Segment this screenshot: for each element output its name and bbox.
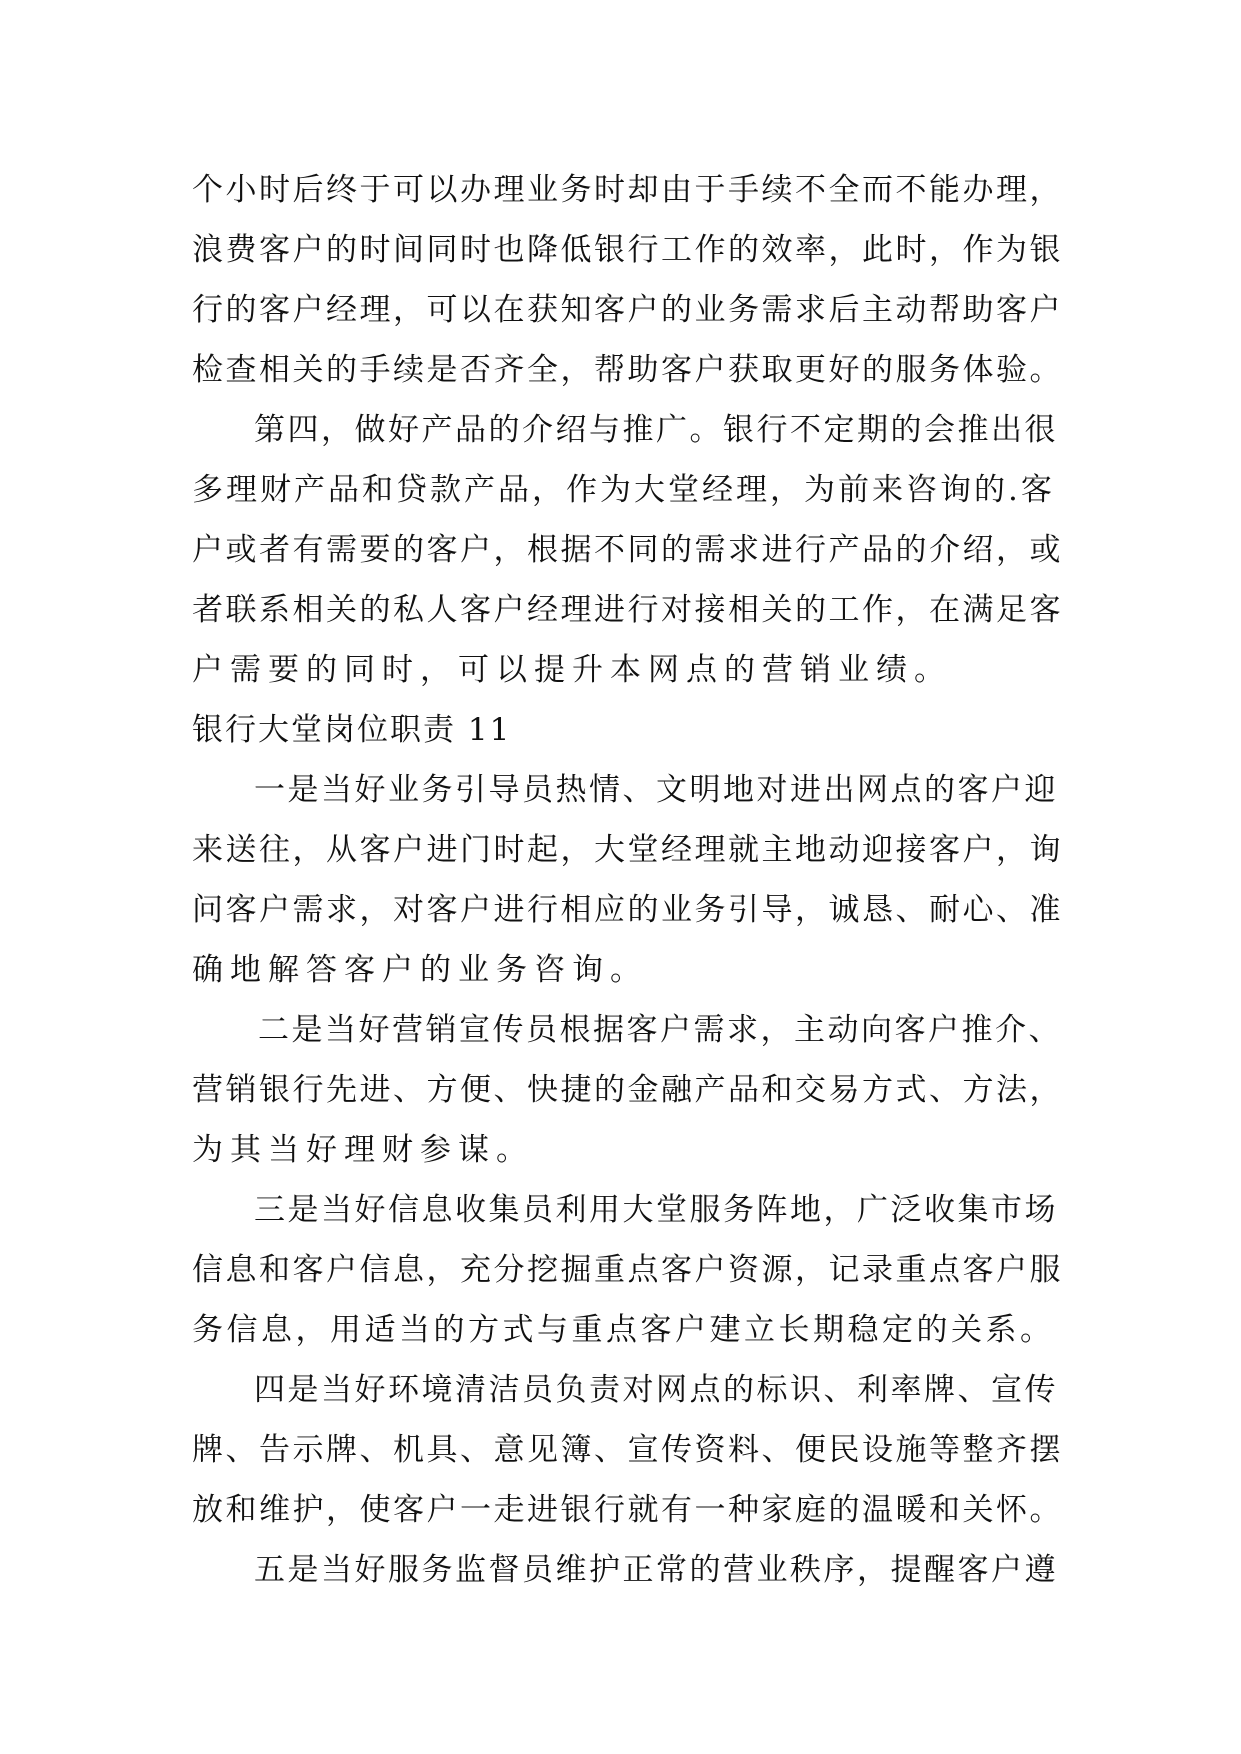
text-line: 户或者有需要的客户，根据不同的需求进行产品的介绍，或	[192, 532, 1063, 568]
text-line: 务信息，用适当的方式与重点客户建立长期稳定的关系。	[192, 1312, 1055, 1348]
text-line: 牌、告示牌、机具、意见簿、宣传资料、便民设施等整齐摆	[192, 1432, 1063, 1468]
text-line: 信息和客户信息，充分挖掘重点客户资源，记录重点客户服	[192, 1252, 1063, 1288]
text-line: 营销银行先进、方便、快捷的金融产品和交易方式、方法，	[192, 1072, 1063, 1108]
text-line: 多理财产品和贷款产品，作为大堂经理，为前来咨询的.客	[192, 472, 1055, 508]
text-line: 确地解答客户的业务咨询。	[192, 952, 648, 988]
text-line: 检查相关的手续是否齐全，帮助客户获取更好的服务体验。	[192, 352, 1063, 388]
text-line: 问客户需求，对客户进行相应的业务引导，诚恳、耐心、准	[192, 892, 1063, 928]
text-line: 放和维护，使客户一走进银行就有一种家庭的温暖和关怀。	[192, 1492, 1063, 1528]
text-line: 来送往，从客户进门时起，大堂经理就主地动迎接客户，询	[192, 832, 1063, 868]
section-heading: 银行大堂岗位职责 11	[192, 712, 512, 748]
paragraph-start-line: 五是当好服务监督员维护正常的营业秩序，提醒客户遵	[254, 1552, 1058, 1588]
text-line: 为其当好理财参谋。	[192, 1132, 534, 1168]
text-line: 户需要的同时，可以提升本网点的营销业绩。	[192, 652, 952, 688]
paragraph-start-line: 第四，做好产品的介绍与推广。银行不定期的会推出很	[254, 412, 1058, 448]
paragraph-start-line: 二是当好营销宣传员根据客户需求，主动向客户推介、	[258, 1012, 1062, 1048]
paragraph-start-line: 三是当好信息收集员利用大堂服务阵地，广泛收集市场	[254, 1192, 1058, 1228]
text-line: 者联系相关的私人客户经理进行对接相关的工作，在满足客	[192, 592, 1063, 628]
text-line: 行的客户经理，可以在获知客户的业务需求后主动帮助客户	[192, 292, 1063, 328]
text-line: 浪费客户的时间同时也降低银行工作的效率，此时，作为银	[192, 232, 1063, 268]
text-line: 个小时后终于可以办理业务时却由于手续不全而不能办理，	[192, 172, 1063, 208]
paragraph-start-line: 四是当好环境清洁员负责对网点的标识、利率牌、宣传	[254, 1372, 1058, 1408]
paragraph-start-line: 一是当好业务引导员热情、文明地对进出网点的客户迎	[254, 772, 1058, 808]
document-body	[192, 160, 1062, 1600]
